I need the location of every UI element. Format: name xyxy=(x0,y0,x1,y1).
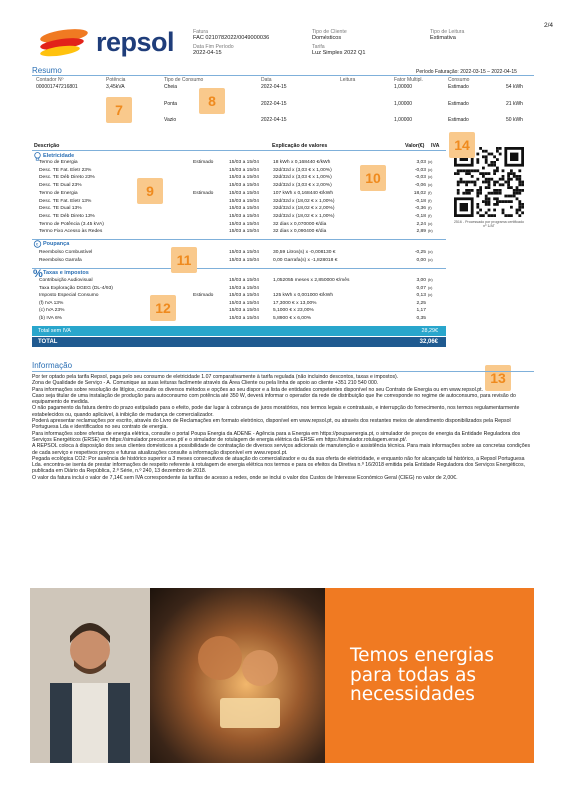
row-explicacao: 0,00 Garrafa(s) x -1,828018 € xyxy=(273,257,338,263)
estado: Estimado xyxy=(448,84,469,90)
detail-row xyxy=(36,308,446,315)
info-paragraph: Poderá apresentar reclamações por escrito, através do Livro de Reclamações em formato eletrónico, disponível em www.repsol.pt, ou através dos restantes meios de atendimento disponibilizados pela Repsol Portuguesa Lda e identificados no seu contrato de energia. xyxy=(32,418,511,431)
badge-7: 7 xyxy=(106,97,132,123)
header-leitura xyxy=(430,29,464,42)
tarifa-label: Tarifa xyxy=(312,43,325,50)
row-periodo: 15/03 a 15/04 xyxy=(229,167,259,173)
svg-text:€: € xyxy=(36,241,39,247)
row-periodo: 15/03 a 15/04 xyxy=(229,278,259,283)
detail-row xyxy=(36,222,446,229)
fatura-value: FAC 0210782022/0049000036 xyxy=(193,35,270,41)
row-descricao: Termo de Energia xyxy=(39,160,78,165)
row-iva: (c) xyxy=(428,160,433,164)
banner-photo-reading xyxy=(150,588,325,763)
row-valor: 0,35 xyxy=(416,316,426,321)
row-iva: (c) xyxy=(428,293,433,298)
detail-row xyxy=(36,286,446,293)
row-explicacao: 5,8900 € x 6,00% xyxy=(273,316,312,321)
row-explicacao: 32 dias x 0,070000 €/dia xyxy=(273,221,327,227)
row-valor: 1,17 xyxy=(416,308,426,314)
detail-row xyxy=(36,191,446,198)
qr-caption: 2516 - Processado por programa certificado nº 1/AT xyxy=(453,220,525,229)
row-descricao: Desc. TE Déb Direto 23% xyxy=(39,175,95,181)
row-periodo: 15/03 a 15/04 xyxy=(229,190,259,196)
detail-row xyxy=(36,293,446,300)
badge-13: 13 xyxy=(485,365,511,391)
row-iva: (f) xyxy=(428,206,432,211)
total-label: TOTAL xyxy=(38,339,58,345)
row-iva: (f) xyxy=(428,198,432,203)
info-paragraph: Por ter optado pela tarifa Repsol, paga pelo seu consumo de eletricidade 1.07 comparativamente à tarifa regulada (não incluindo descontos, taxas e impostos). xyxy=(32,374,399,380)
eletricidade-title: Eletricidade xyxy=(43,153,75,159)
total-sem-iva-label: Total sem IVA xyxy=(38,328,71,334)
detalhe-rule xyxy=(32,150,446,151)
row-iva: (c) xyxy=(428,221,433,226)
row-periodo: 15/03 a 15/04 xyxy=(229,183,259,189)
row-periodo: 15/03 a 15/04 xyxy=(229,285,259,291)
tipo-leitura-label: Tipo de Leitura xyxy=(430,29,465,35)
fatura-label: Fatura xyxy=(193,29,208,35)
poupanca-title: Poupança xyxy=(43,241,70,247)
row-valor: 2,89 xyxy=(416,229,426,235)
total-bar xyxy=(32,337,446,347)
row-explicacao: 1,052055 meses x 2,850000 €/mês xyxy=(273,278,350,283)
row-valor: 0,00 xyxy=(416,257,426,263)
badge-12: 12 xyxy=(150,295,176,321)
info-paragraph: O não pagamento da fatura dentro do prazo estipulado para o efeito, pode dar lugar à cobrança de juros moratórios, nos termos legais e contratuais, e interrupção do fornecimento, nos termos regulamentarmente estabelecidos ou, quando aplicável, à inibição de mudança de comercializador. xyxy=(32,405,520,418)
row-valor: -0,36 xyxy=(414,206,426,212)
header-cliente xyxy=(312,29,365,56)
row-estado: Estimado xyxy=(193,293,214,299)
banner-slogan xyxy=(350,646,530,705)
row-explicacao: 107 kWh x 0,168440 €/kWh xyxy=(273,190,334,196)
contador-value: 000001747216801 xyxy=(36,84,78,90)
info-paragraph: O valor da fatura inclui o valor de 7,14€ sem IVA correspondente às tarifas de acesso a redes, onde se inclui o valor dos Custos de Interesse Económico Geral (CIEG) no valor de 2,00€. xyxy=(32,474,458,481)
row-periodo: 15/03 a 15/04 xyxy=(229,300,259,306)
col-tipo-consumo: Tipo de Consumo xyxy=(164,77,204,83)
row-descricao: (c) IVA 23% xyxy=(39,308,65,314)
col-leitura: Leitura xyxy=(340,77,356,83)
row-explicacao: 30,59 Litros(s) x -0,008130 € xyxy=(273,250,336,255)
fator: 1,00000 xyxy=(394,84,413,90)
row-valor: 2,25 xyxy=(416,300,426,306)
row-valor: -0,18 xyxy=(414,213,426,219)
fator: 1,00000 xyxy=(394,117,413,123)
info-paragraph: A REPSOL coloca à disposição dos seus clientes domésticos a possibilidade de contratação de diversos serviços adicionais de manutenção e assistência técnica. Para mais informações sobre as concretas condições de cada serviço e respetivos preços e futuras atualizações consulte a informação disponível em www.repsol.pt. xyxy=(32,443,531,456)
row-descricao: Reembolso Combustível xyxy=(39,250,93,255)
informacao-body xyxy=(32,374,534,481)
row-explicacao: 32d/32d x (18,02 € x 1,00%) xyxy=(273,198,335,204)
data-fim-label: Data Fim Período xyxy=(193,43,234,50)
periodo-faturacao: Período Faturação: 2022-03-15 – 2022-04-15 xyxy=(416,69,517,75)
header-fatura xyxy=(193,29,269,56)
row-descricao: (f) IVA 13% xyxy=(39,300,64,306)
row-iva: (c) xyxy=(428,167,433,172)
row-explicacao: 32d/32d x (18,02 € x 2,00%) xyxy=(273,206,335,212)
row-periodo: 15/03 a 15/04 xyxy=(229,250,259,255)
page-number: 2/4 xyxy=(543,22,553,29)
resumo-title: Resumo xyxy=(32,66,62,75)
kwh: 21 kWh xyxy=(506,101,523,107)
estado: Estimado xyxy=(448,101,469,107)
col-iva: IVA xyxy=(431,143,440,149)
row-explicacao: 32 dias x 0,090400 €/dia xyxy=(273,229,327,235)
row-valor: 18,02 xyxy=(413,190,426,196)
poupanca-rule xyxy=(32,239,446,240)
total-value: 32,06€ xyxy=(419,339,438,345)
row-valor: 0,07 xyxy=(416,285,426,291)
col-descricao: Descrição xyxy=(34,143,60,149)
row-descricao: Contribuição Audiovisual xyxy=(39,278,93,283)
row-descricao: Desc. TE Dual 23% xyxy=(39,183,82,189)
kwh: 50 kWh xyxy=(506,117,523,123)
row-explicacao: 32d/32d x (18,02 € x 1,00%) xyxy=(273,213,335,219)
tipo-cliente-value: Domésticos xyxy=(312,35,342,41)
informacao-rule xyxy=(32,371,534,372)
badge-8: 8 xyxy=(199,88,225,114)
col-consumo: Consumo xyxy=(448,77,470,83)
row-periodo: 15/03 a 15/04 xyxy=(229,175,259,181)
row-valor: 3,03 xyxy=(416,160,426,165)
badge-9: 9 xyxy=(137,178,163,204)
total-sem-iva-bar xyxy=(32,326,446,336)
row-periodo: 15/03 a 15/04 xyxy=(229,316,259,321)
col-contador: Contador Nº xyxy=(36,77,64,83)
tipo: Cheia xyxy=(164,84,178,90)
tipo-leitura-value: Estimativa xyxy=(430,35,456,41)
detail-row xyxy=(36,301,446,308)
data: 2022-04-15 xyxy=(261,84,287,90)
kwh: 54 kWh xyxy=(506,84,523,90)
row-valor: 3,00 xyxy=(416,278,426,283)
estado: Estimado xyxy=(448,117,469,123)
row-periodo: 15/03 a 15/04 xyxy=(229,213,259,219)
row-iva: (b) xyxy=(428,229,433,234)
row-estado: Estimado xyxy=(193,160,214,165)
row-periodo: 15/03 a 15/04 xyxy=(229,221,259,227)
row-valor: -0,18 xyxy=(414,198,426,204)
detail-row xyxy=(36,250,446,257)
col-potencia: Potência xyxy=(106,77,126,83)
row-periodo: 15/03 a 15/04 xyxy=(229,206,259,212)
fator: 1,00000 xyxy=(394,101,413,107)
info-paragraph: Caso seja titular de uma instalação de produção para autoconsumo com potência até 350 W, deverá informar o operador da rede de distribuição que lhe corresponde no regime de autoconsumo, para revisão do equipamento de medida. xyxy=(32,392,516,406)
row-descricao: Desc. TE Déb Direto 13% xyxy=(39,213,95,219)
col-valor: Valor(€) xyxy=(405,143,425,149)
repsol-logo xyxy=(34,27,184,57)
data: 2022-04-15 xyxy=(261,101,287,107)
row-descricao: (b) IVA 6% xyxy=(39,316,63,321)
detail-row xyxy=(36,229,446,236)
row-valor: 0,13 xyxy=(416,293,426,299)
row-valor: -0,03 xyxy=(414,175,426,181)
row-explicacao: 32d/32d x (3,03 € x 1,00%) xyxy=(273,167,332,173)
row-periodo: 15/03 a 15/04 xyxy=(229,293,259,299)
row-iva: (o) xyxy=(428,250,433,254)
banner-line-1: Temos energias xyxy=(350,645,495,666)
row-iva: (c) xyxy=(428,175,433,180)
row-explicacao: 18 kWh x 0,168440 €/kWh xyxy=(273,160,331,165)
detail-row xyxy=(36,206,446,213)
row-periodo: 15/03 a 15/04 xyxy=(229,160,259,165)
row-descricao: Termo Fixo Acesso às Redes xyxy=(39,229,103,235)
piggy-icon xyxy=(33,240,42,250)
detail-row xyxy=(36,278,446,285)
row-iva: (c) xyxy=(428,183,433,188)
percent-icon: % xyxy=(33,268,43,280)
resumo-rule xyxy=(32,75,534,76)
row-iva: (b) xyxy=(428,278,433,282)
detail-row xyxy=(36,258,446,265)
info-paragraph: Zona de Qualidade de Serviço - A. Comunique as suas leituras facilmente através da Área Cliente ou pela linha de apoio ao cliente +351 210 540 000. xyxy=(32,380,379,387)
row-descricao: Reembolso Garrafa xyxy=(39,257,82,263)
row-explicacao: 32d/32d x (3,03 € x 1,00%) xyxy=(273,175,332,181)
data-fim-value: 2022-04-15 xyxy=(193,49,222,56)
banner-photo-worker xyxy=(30,588,150,763)
badge-14: 14 xyxy=(449,132,475,158)
banner-line-3: necessidades xyxy=(350,684,475,705)
info-paragraph: Pegada ecológica CO2: Por ausência de histórico superior a 3 meses consecutivos de atuação do comercializador e ou da sua oferta de eletricidade, e enquanto não for alcançado tal histórico, a Repsol Portuguesa Lda. encontra-se isenta de prestar informações de respeito referente à rotulagem de energia elétrica nos termos e para os efeitos da Diretiva n.º 16/2018 emitida pela Entidade Reguladora dos Serviços Energéticos, publicada em Diário da República, 2.ª Série, n.º 240, 13 dezembro de 2018. xyxy=(32,455,525,475)
row-explicacao: 17,3000 € x 13,00% xyxy=(273,300,317,306)
row-valor: 2,24 xyxy=(416,221,426,227)
taxas-rule xyxy=(32,268,446,269)
row-descricao: Desc. TE Fat. Eletr 13% xyxy=(39,198,92,204)
row-valor: -0,06 xyxy=(414,183,426,189)
row-explicacao: 125 kWh x 0,001000 €/kWh xyxy=(273,293,334,299)
row-descricao: Desc. TE Fat. Eletr 23% xyxy=(39,167,92,173)
badge-11: 11 xyxy=(171,247,197,273)
repsol-wordmark: repsol xyxy=(96,27,175,57)
detail-row xyxy=(36,214,446,221)
detail-row xyxy=(36,199,446,206)
tipo-cliente-label: Tipo de Cliente xyxy=(312,29,347,35)
repsol-logo-mark xyxy=(34,27,94,57)
row-descricao: Termo de Potência (3.45 kVA) xyxy=(39,221,104,227)
col-fator: Fator Multipl. xyxy=(394,77,423,83)
info-paragraph: Para informações sobre ofertas de energia elétrica, consulte o portal Poupa Energia da ADENE - Agência para a Energia em https://poupaenergia.pt, o simulador de preços de energia da Entidade Reguladora dos Serviços Energéticos (ERSE) em https://simulador.precos.erse.pt/ e o simulador de rotulagem de energia elétrica da ERSE em https://simulador.rotulagem.erse.pt/. xyxy=(32,430,521,443)
info-paragraph: Para informações sobre resolução de litígios, consulte os diversos métodos e opções ao seu dispor e a lista de entidades competentes disponível no seu Contrato de Energia ou em www.repsol.pt. xyxy=(32,386,483,393)
row-explicacao: 5,1000 € x 23,00% xyxy=(273,308,314,314)
row-descricao: Desc. TE Dual 13% xyxy=(39,206,82,212)
row-iva: (f) xyxy=(428,213,432,218)
row-explicacao: 32d/32d x (3,03 € x 2,00%) xyxy=(273,183,332,189)
row-valor: -0,03 xyxy=(414,167,426,173)
row-iva: (o) xyxy=(428,257,433,262)
potencia-value: 3,45kVA xyxy=(106,84,125,90)
row-iva: (f) xyxy=(428,190,432,195)
row-estado: Estimado xyxy=(193,190,214,196)
banner-line-2: para todas as xyxy=(350,664,477,686)
tipo: Ponta xyxy=(164,101,178,107)
row-periodo: 15/03 a 15/04 xyxy=(229,198,259,204)
badge-10: 10 xyxy=(360,165,386,191)
row-descricao: Imposto Especial Consumo xyxy=(39,293,99,299)
tipo: Vazio xyxy=(164,117,177,123)
tarifa-value: Luz Simples 2022 Q1 xyxy=(312,49,366,56)
informacao-title: Informação xyxy=(32,361,73,370)
qr-code-block xyxy=(452,147,526,232)
col-explicacao: Explicação de valores xyxy=(272,143,328,149)
row-descricao: Taxa Exploração DGEG (DL-4/93) xyxy=(39,285,113,291)
row-iva: (c) xyxy=(428,285,433,290)
data: 2022-04-15 xyxy=(261,117,287,123)
row-periodo: 15/03 a 15/04 xyxy=(229,257,259,263)
row-periodo: 15/03 a 15/04 xyxy=(229,308,259,314)
row-valor: -0,25 xyxy=(414,250,426,255)
total-sem-iva-value: 28,29€ xyxy=(421,328,438,334)
col-data: Data xyxy=(261,77,272,83)
taxas-title: Taxas e impostos xyxy=(43,270,89,276)
detail-row xyxy=(36,316,446,323)
row-periodo: 15/03 a 15/04 xyxy=(229,229,259,235)
row-descricao: Termo de Energia xyxy=(39,190,78,196)
